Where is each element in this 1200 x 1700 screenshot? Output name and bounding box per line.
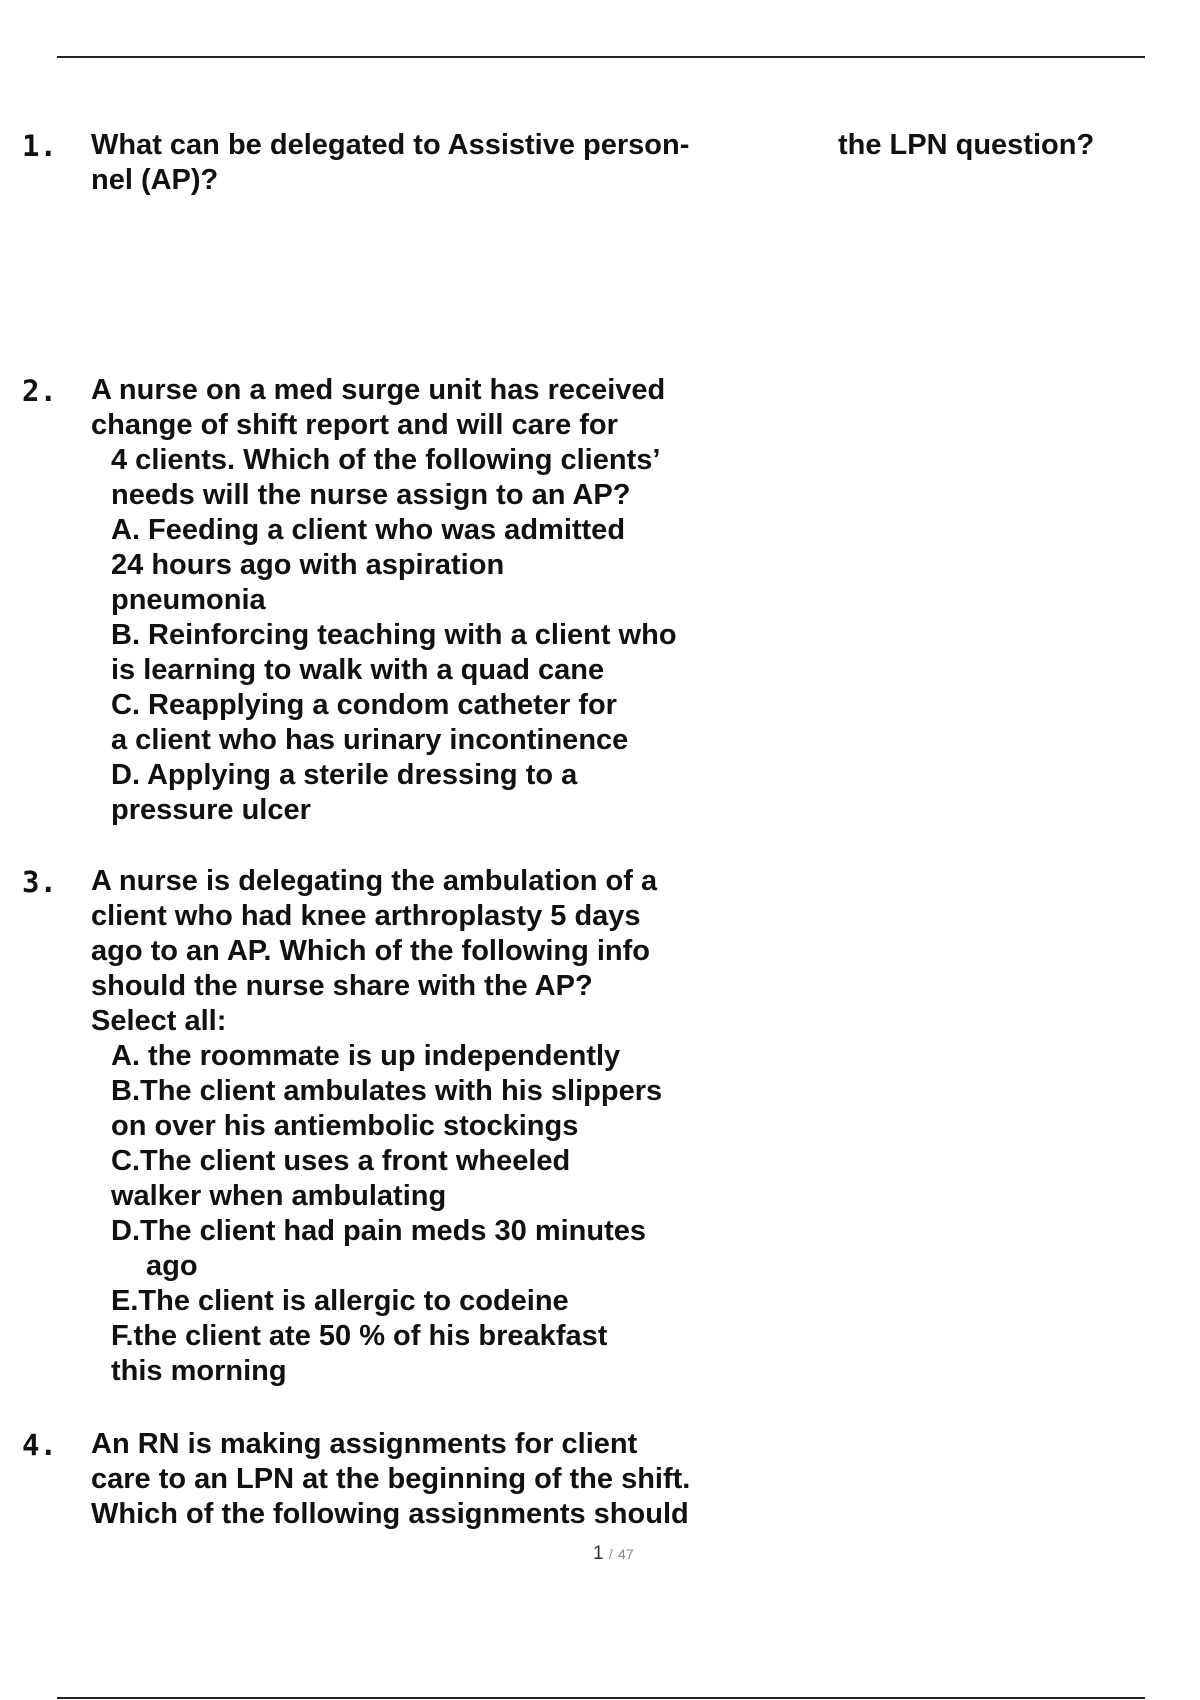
- option-a: [91, 1039, 771, 1074]
- page-counter: [593, 1543, 634, 1565]
- question-text: [91, 373, 771, 828]
- question-text: [91, 128, 771, 198]
- question-number: 1.: [22, 129, 57, 163]
- option-b: [91, 618, 771, 688]
- option-d: [91, 758, 771, 828]
- option-e: [91, 1284, 771, 1319]
- option-line: C.The client uses a front wheeled: [111, 1145, 571, 1177]
- option-b: [91, 1074, 771, 1144]
- option-line: C. Reapplying a condom catheter for: [111, 689, 617, 721]
- option-line: D. Applying a sterile dressing to a: [111, 759, 578, 791]
- option-d: [91, 1214, 771, 1284]
- page-separator: /: [608, 1546, 613, 1562]
- question-line: Select all:: [91, 1005, 227, 1037]
- question-line: ago to an AP. Which of the following info: [91, 935, 651, 967]
- option-line: pneumonia: [111, 584, 266, 616]
- option-line: A. Feeding a client who was admitted: [111, 514, 626, 546]
- option-c: [91, 688, 771, 758]
- question-line: needs will the nurse assign to an AP?: [111, 479, 631, 511]
- option-line: this morning: [111, 1355, 287, 1387]
- option-a: [91, 513, 771, 618]
- option-line: walker when ambulating: [111, 1180, 447, 1212]
- question-line: A nurse on a med surge unit has received: [91, 374, 666, 406]
- question-number: 4.: [22, 1428, 57, 1462]
- option-line: E.The client is allergic to codeine: [111, 1285, 569, 1317]
- question-line: Which of the following assignments should: [91, 1498, 689, 1530]
- option-line: on over his antiembolic stockings: [111, 1110, 579, 1142]
- option-line: D.The client had pain meds 30 minutes: [111, 1215, 647, 1247]
- question-text: [91, 1427, 771, 1532]
- page-total: 47: [618, 1546, 634, 1562]
- option-line: B.The client ambulates with his slippers: [111, 1075, 663, 1107]
- question-line: An RN is making assignments for client: [91, 1428, 638, 1460]
- question-line: should the nurse share with the AP?: [91, 970, 593, 1002]
- question-number: 2.: [22, 374, 57, 408]
- question-line: A nurse is delegating the ambulation of a: [91, 865, 658, 897]
- option-line: is learning to walk with a quad cane: [111, 654, 605, 686]
- question-line: What can be delegated to Assistive person-: [91, 129, 690, 161]
- question-number: 3.: [22, 865, 57, 899]
- option-line: 24 hours ago with aspiration: [111, 549, 505, 581]
- question-line: client who had knee arthroplasty 5 days: [91, 900, 641, 932]
- option-c: [91, 1144, 771, 1214]
- top-divider: [57, 56, 1145, 58]
- bottom-divider: [57, 1697, 1145, 1699]
- option-line: ago: [146, 1250, 198, 1282]
- question-line: nel (AP)?: [91, 164, 219, 196]
- option-line: B. Reinforcing teaching with a client who: [111, 619, 677, 651]
- option-line: A. the roommate is up independently: [111, 1040, 621, 1072]
- option-line: F.the client ate 50 % of his breakfast: [111, 1320, 608, 1352]
- question-line: care to an LPN at the beginning of the shift.: [91, 1463, 691, 1495]
- side-note: the LPN question?: [838, 129, 1095, 161]
- option-f: [91, 1319, 771, 1389]
- question-line: change of shift report and will care for: [91, 409, 618, 441]
- question-line: 4 clients. Which of the following clients’: [111, 444, 661, 476]
- option-line: a client who has urinary incontinence: [111, 724, 629, 756]
- question-text: [91, 864, 771, 1389]
- option-line: pressure ulcer: [111, 794, 311, 826]
- page-current: 1: [593, 1543, 604, 1564]
